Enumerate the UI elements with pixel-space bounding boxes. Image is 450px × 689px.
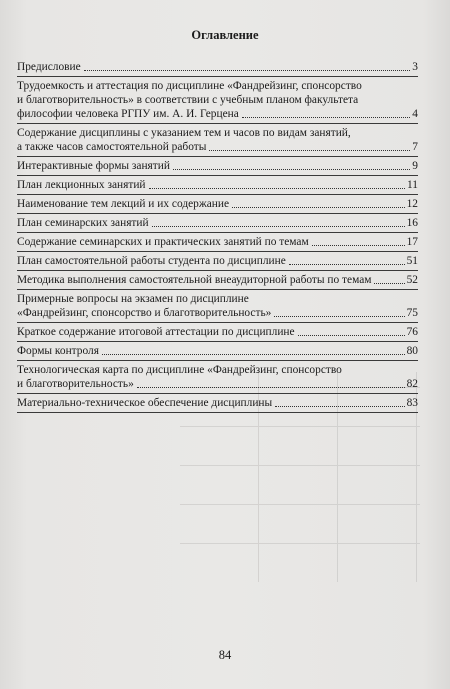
toc-page-number: 3	[412, 61, 418, 73]
dot-leader	[274, 316, 404, 317]
toc-page-number: 11	[407, 179, 418, 191]
toc-divider	[17, 232, 418, 233]
toc-entry	[17, 396, 418, 410]
toc-entry-text: философии человека РГПУ им. А. И. Герцена	[17, 108, 239, 120]
toc-page-number: 82	[406, 378, 418, 390]
toc-entry-text: План семинарских занятий	[17, 217, 149, 229]
toc-page-number: 9	[412, 160, 418, 172]
toc-entry-text: Трудоемкость и аттестация по дисциплине «Фандрейзинг, спонсорство	[17, 80, 362, 92]
toc-divider	[17, 341, 418, 342]
toc-entry	[17, 235, 418, 249]
toc-entry	[17, 159, 418, 173]
dot-leader	[152, 226, 405, 227]
dot-leader	[298, 335, 405, 336]
toc-entry-text: Краткое содержание итоговой аттестации по дисциплине	[17, 326, 295, 338]
toc-entry	[17, 197, 418, 211]
toc-page-number: 76	[406, 326, 418, 338]
toc-divider	[17, 412, 418, 413]
toc-page-number: 52	[406, 274, 418, 286]
toc-entry	[17, 79, 418, 121]
toc-divider	[17, 123, 418, 124]
toc-page-number: 17	[406, 236, 418, 248]
toc-entry-text: а также часов самостоятельной работы	[17, 141, 207, 153]
dot-leader	[232, 207, 405, 208]
dot-leader	[137, 387, 405, 388]
dot-leader	[242, 117, 411, 118]
toc-entry-text: Содержание дисциплины с указанием тем и часов по видам занятий,	[17, 127, 351, 139]
toc-page-number: 80	[406, 345, 418, 357]
toc-page-number: 7	[412, 141, 418, 153]
dot-leader	[275, 406, 404, 407]
toc-page-number: 12	[406, 198, 418, 210]
toc-page-number: 4	[412, 108, 418, 120]
toc-entry-text: План самостоятельной работы студента по дисциплине	[17, 255, 286, 267]
toc-divider	[17, 322, 418, 323]
toc-divider	[17, 194, 418, 195]
toc-entry	[17, 216, 418, 230]
toc-entry-text: Предисловие	[17, 61, 81, 73]
toc-divider	[17, 175, 418, 176]
toc-entry-text: Интерактивные формы занятий	[17, 160, 170, 172]
toc-entry-text: Технологическая карта по дисциплине «Фандрейзинг, спонсорство	[17, 364, 342, 376]
toc-divider	[17, 156, 418, 157]
toc-entry	[17, 344, 418, 358]
toc-entry	[17, 60, 418, 74]
toc-entry-text: Наименование тем лекций и их содержание	[17, 198, 230, 210]
dot-leader	[102, 354, 405, 355]
toc-page-number: 51	[406, 255, 418, 267]
dot-leader	[209, 150, 410, 151]
page-number: 84	[218, 648, 232, 662]
toc-divider	[17, 251, 418, 252]
toc-divider	[17, 213, 418, 214]
toc-page-number: 75	[406, 307, 418, 319]
toc-divider	[17, 270, 418, 271]
toc-entry-text: Формы контроля	[17, 345, 99, 357]
toc-entry-text: и благотворительность»	[17, 378, 134, 390]
toc-entry	[17, 363, 418, 391]
dot-leader	[289, 264, 405, 265]
toc-divider	[17, 360, 418, 361]
dot-leader	[374, 283, 404, 284]
toc-divider	[17, 76, 418, 77]
toc-entry	[17, 325, 418, 339]
toc-entry-text: Методика выполнения самостоятельной внеаудиторной работы по темам	[17, 274, 372, 286]
toc-entry	[17, 178, 418, 192]
toc-entry-text: и благотворительность» в соответствии с учебным планом факультета	[17, 94, 359, 106]
toc-divider	[17, 289, 418, 290]
toc-entry-text: План лекционных занятий	[17, 179, 146, 191]
toc-entry-text: Примерные вопросы на экзамен по дисциплине	[17, 293, 249, 305]
toc-entry-text: Содержание семинарских и практических занятий по темам	[17, 236, 309, 248]
toc-entry	[17, 292, 418, 320]
toc-entry-text: «Фандрейзинг, спонсорство и благотворительность»	[17, 307, 272, 319]
toc-divider	[17, 393, 418, 394]
toc-entry	[17, 273, 418, 287]
dot-leader	[173, 169, 410, 170]
toc-entry	[17, 254, 418, 268]
toc-page-number: 83	[406, 397, 418, 409]
toc-entry-text: Материально-техническое обеспечение дисциплины	[17, 397, 273, 409]
toc-entry	[17, 126, 418, 154]
dot-leader	[312, 245, 405, 246]
dot-leader	[149, 188, 406, 189]
toc-page-number: 16	[406, 217, 418, 229]
toc-heading: Оглавление	[191, 28, 259, 42]
dot-leader	[84, 70, 411, 71]
